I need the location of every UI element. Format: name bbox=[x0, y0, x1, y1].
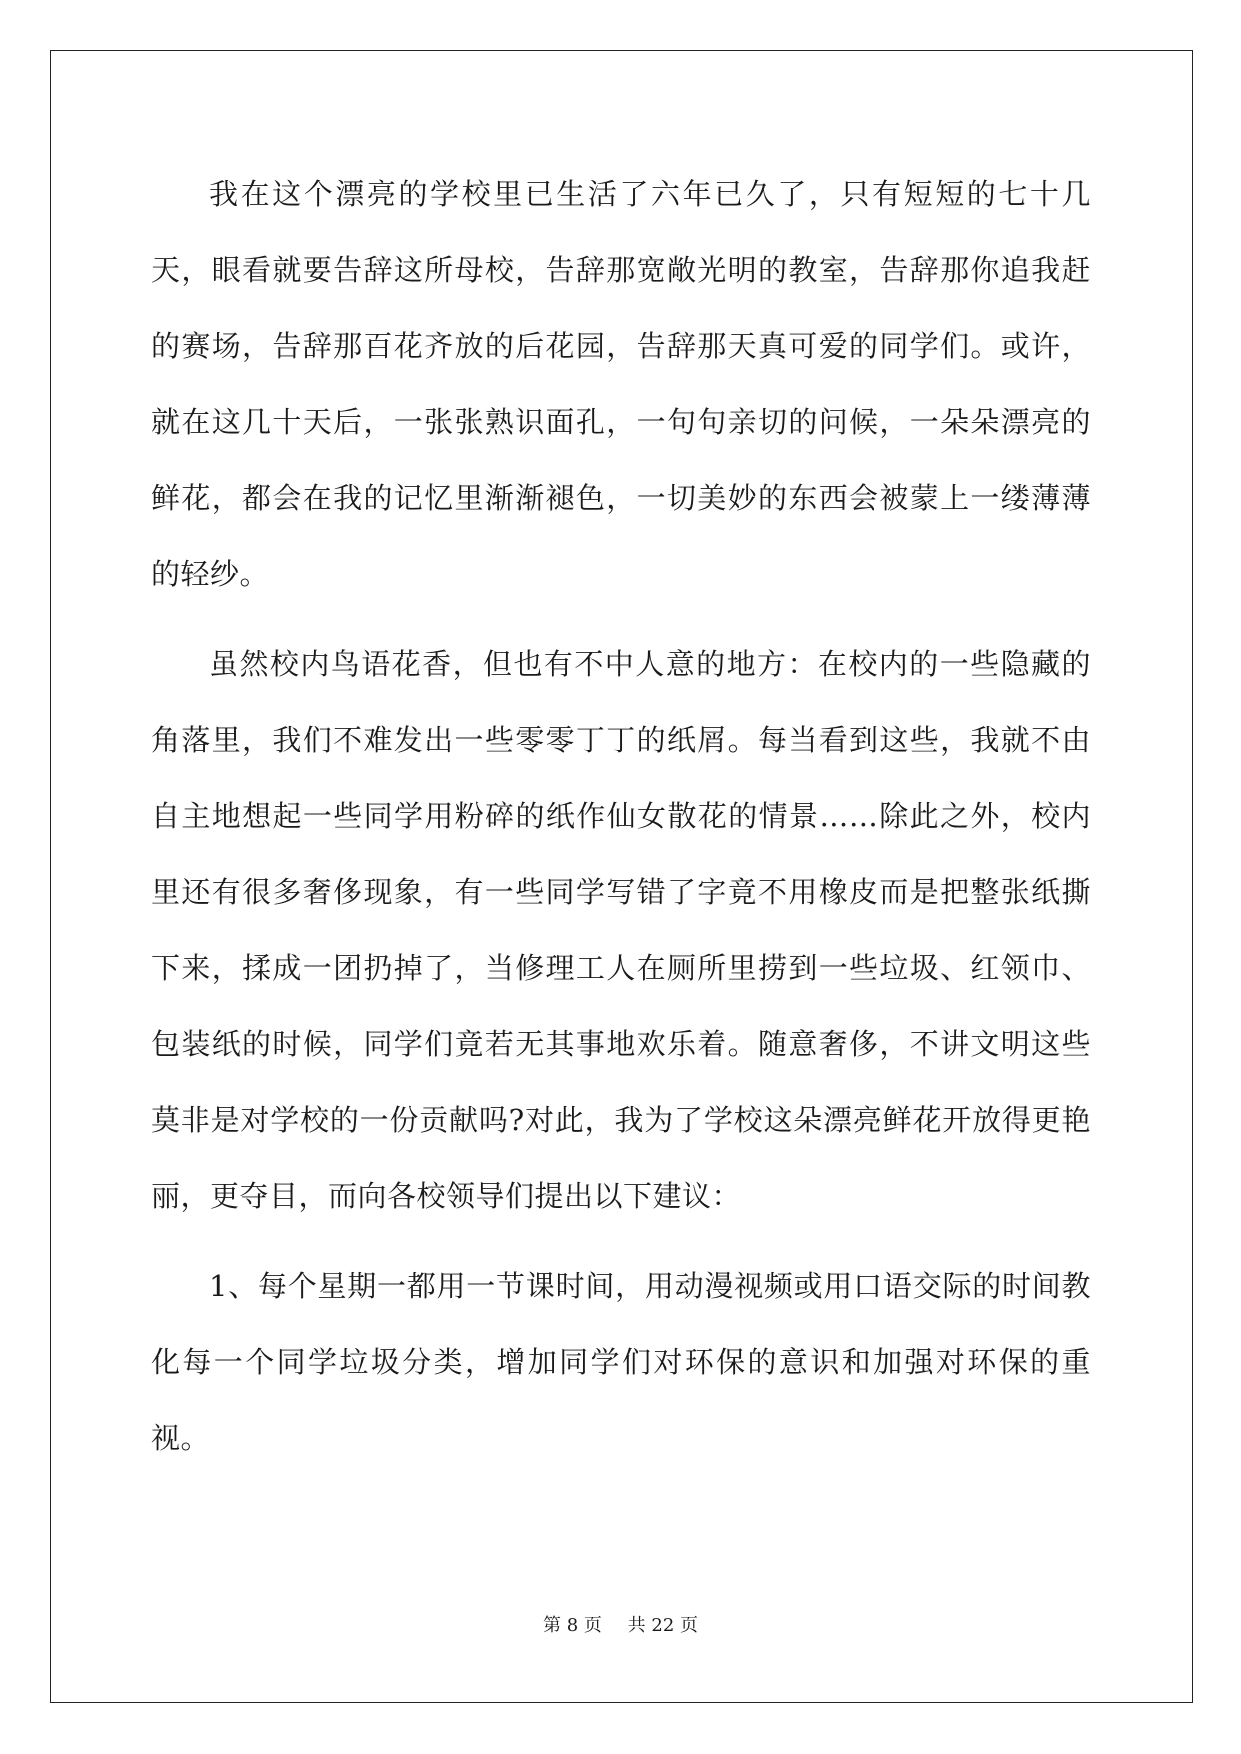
paragraph-1: 我在这个漂亮的学校里已生活了六年已久了，只有短短的七十几天，眼看就要告辞这所母校，告辞那宽敞光明的教室，告辞那你追我赶的赛场，告辞那百花齐放的后花园，告辞那天真可爱的同学们。或许，就在这几十天后，一张张熟识面孔，一句句亲切的问候，一朵朵漂亮的鲜花，都会在我的记忆里渐渐褪色，一切美妙的东西会被蒙上一缕薄薄的轻纱。 bbox=[151, 177, 1091, 591]
document-body bbox=[151, 165, 1091, 1476]
page-number: 第 8 页 bbox=[543, 1615, 602, 1636]
page-footer bbox=[0, 1614, 1241, 1638]
paragraph-3: 1、每个星期一都用一节课时间，用动漫视频或用口语交际的时间教化每一个同学垃圾分类，增加同学们对环保的意识和加强对环保的重视。 bbox=[151, 1269, 1091, 1455]
paragraph-2: 虽然校内鸟语花香，但也有不中人意的地方：在校内的一些隐藏的角落里，我们不难发出一些零零丁丁的纸屑。每当看到这些，我就不由自主地想起一些同学用粉碎的纸作仙女散花的情景……除此之外，校内里还有很多奢侈现象，有一些同学写错了字竟不用橡皮而是把整张纸撕下来，揉成一团扔掉了，当修理工人在厕所里捞到一些垃圾、红领巾、包装纸的时候，同学们竟若无其事地欢乐着。随意奢侈，不讲文明这些莫非是对学校的一份贡献吗?对此，我为了学校这朵漂亮鲜花开放得更艳丽，更夺目，而向各校领导们提出以下建议： bbox=[151, 647, 1091, 1213]
page-total: 共 22 页 bbox=[627, 1615, 698, 1636]
